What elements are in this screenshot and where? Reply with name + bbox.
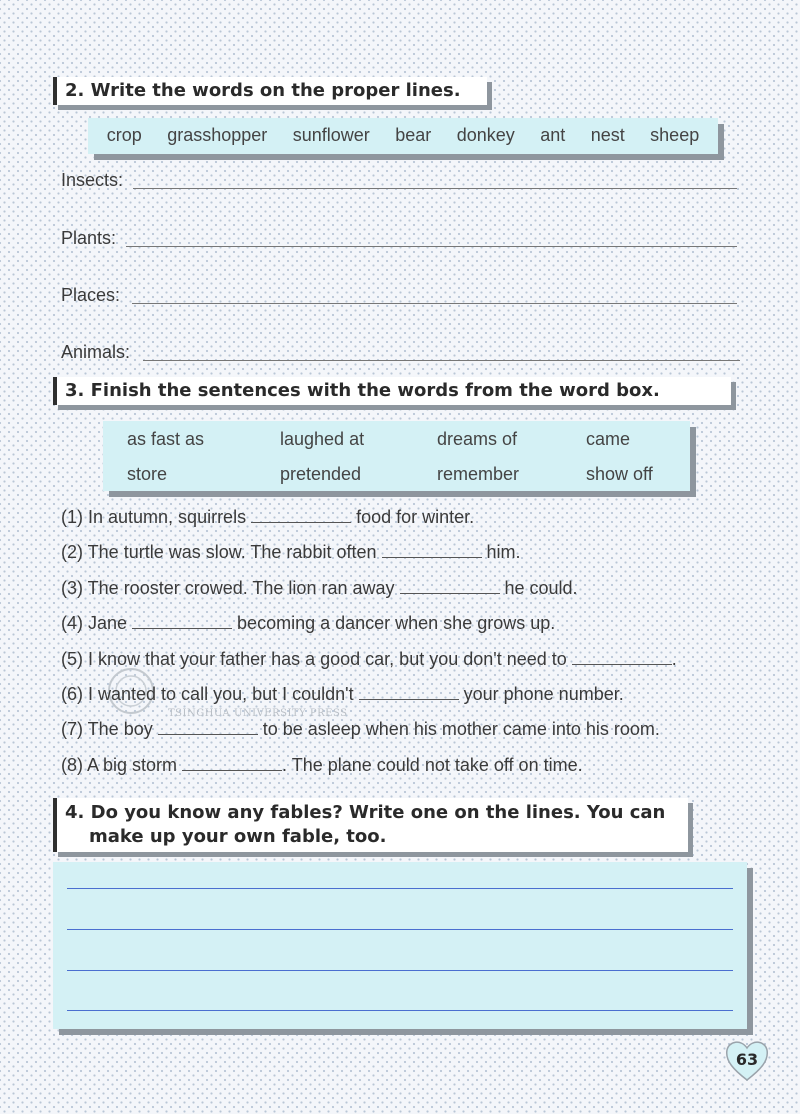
sentence-text: food for winter. [351,507,475,527]
writing-line[interactable] [67,888,733,889]
writing-line[interactable] [67,970,733,971]
wordbox-item: pretended [280,464,362,484]
wordbox-item: show off [586,464,653,484]
sentence-7 [61,719,660,740]
wordbox-item: laughed at [280,429,365,449]
sentence-text: . The plane could not take off on time. [282,755,583,775]
sentence-text: becoming a dancer when she grows up. [232,613,556,633]
places-label: Places: [61,285,121,305]
sentence-text: (1) In autumn, squirrels [61,507,252,527]
section-4-heading-line-1: 4. Do you know any fables? Write one on the lines. You can [65,802,666,823]
sentence-3 [61,578,578,599]
watermark-text: TSINGHUA UNIVERSITY PRESS [168,708,348,719]
sentence-text: to be asleep when his mother came into his room. [257,719,660,739]
answer-blank[interactable] [382,543,482,558]
sentence-1 [61,507,474,528]
answer-blank[interactable] [182,756,282,771]
insects-label: Insects: [61,170,124,190]
word: bear [395,125,432,145]
wordbox-item: as fast as [127,429,205,449]
section-2-word-box [88,118,718,154]
answer-blank[interactable] [132,614,232,629]
answer-blank[interactable] [572,650,672,665]
section-4-heading-line-2: make up your own fable, too. [89,826,387,847]
section-4-heading [53,798,688,852]
section-2-heading [53,77,487,105]
section-2-heading-text: 2. Write the words on the proper lines. [65,80,461,101]
answer-blank[interactable] [400,579,500,594]
sentence-4 [61,613,555,634]
page-number-badge [722,1034,772,1084]
section-3-heading-text: 3. Finish the sentences with the words from the word box. [65,380,660,401]
sentence-text: . [671,649,677,669]
places-answer-line[interactable] [132,303,737,304]
wordbox-item: came [586,429,631,449]
sentence-text: (5) I know that your father has a good car, but you don't need to [61,649,572,669]
word: sunflower [292,125,370,145]
word: grasshopper [167,125,268,145]
animals-label: Animals: [61,342,131,362]
sentence-6 [61,684,624,705]
sentence-text: (4) Jane [61,613,133,633]
plants-label: Plants: [61,228,117,248]
sentence-text: (6) I wanted to call you, but I couldn't [61,684,359,704]
word: ant [540,125,566,145]
page-number: 63 [735,1050,759,1069]
plants-answer-line[interactable] [126,246,737,247]
wordbox-item: remember [437,464,520,484]
section-3-word-box [103,421,690,491]
sentence-text: (8) A big storm [61,755,183,775]
sentence-text: (2) The turtle was slow. The rabbit often [61,542,382,562]
sentence-8 [61,755,583,776]
sentence-text: he could. [499,578,578,598]
word: sheep [650,125,700,145]
fable-writing-area[interactable] [53,862,747,1029]
sentence-text: (3) The rooster crowed. The lion ran away [61,578,400,598]
sentence-2 [61,542,521,563]
word: crop [106,125,142,145]
animals-answer-line[interactable] [143,360,740,361]
answer-blank[interactable] [251,508,351,523]
word: donkey [456,125,515,145]
word: nest [590,125,625,145]
insects-answer-line[interactable] [133,188,737,189]
answer-blank[interactable] [359,685,459,700]
answer-blank[interactable] [158,720,258,735]
sentence-text: him. [481,542,521,562]
sentence-text: your phone number. [458,684,624,704]
wordbox-item: store [127,464,168,484]
writing-line[interactable] [67,929,733,930]
section-3-heading [53,377,731,405]
writing-line[interactable] [67,1010,733,1011]
wordbox-item: dreams of [437,429,518,449]
sentence-5 [61,649,677,670]
sentence-text: (7) The boy [61,719,158,739]
